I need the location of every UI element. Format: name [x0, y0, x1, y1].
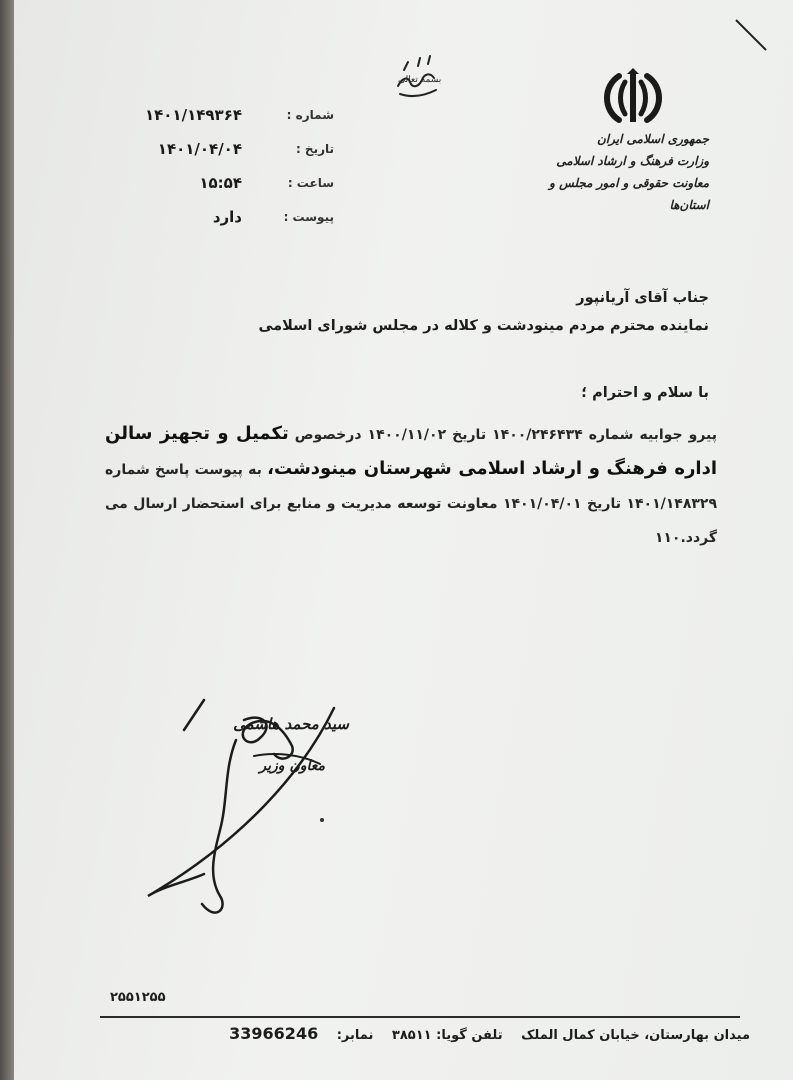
footer-contact — [190, 1024, 750, 1043]
ink-dot — [320, 818, 324, 822]
iran-emblem-icon — [597, 68, 669, 128]
meta-number — [114, 104, 334, 138]
letter-body — [105, 417, 717, 555]
document-code: ۲۵۵۱۲۵۵ — [110, 990, 166, 1005]
signatory-name: سید محمد هاشمی — [233, 715, 349, 733]
footer-phone: تلفن گویا: ۳۸۵۱۱ — [391, 1028, 503, 1043]
attachment-value: دارد — [212, 208, 242, 226]
date-label: تاریخ : — [295, 142, 334, 156]
meta-time — [114, 172, 334, 206]
letter-page — [14, 0, 793, 1080]
letter-meta — [114, 104, 334, 240]
attachment-label: پیوست : — [283, 210, 334, 224]
addressee-name: جناب آقای آریانپور — [576, 290, 709, 306]
number-label: شماره : — [286, 108, 334, 122]
body-subject: تکمیل و تجهیز سالن اداره فرهنگ و ارشاد اسلامی شهرستان مینودشت، — [105, 423, 718, 479]
corner-pen-mark — [732, 16, 772, 56]
footer-address: میدان بهارستان، خیابان کمال الملک — [521, 1028, 750, 1043]
meta-attachment — [114, 206, 334, 240]
footer-divider — [100, 1016, 740, 1018]
body-conclusion: به پیوست پاسخ شماره ۱۴۰۱/۱۴۸۳۲۹ تاریخ ۱۴۰۱/۰۴/۰۱ معاونت توسعه مدیریت و منابع برای استحضار ارسال می گردد.۱۱۰ — [105, 462, 717, 546]
date-value: ۱۴۰۱/۰۴/۰۴ — [157, 140, 242, 158]
page-edge-shadow — [0, 0, 14, 1080]
signatory-title: معاون وزیر — [259, 758, 325, 774]
body-intro: پیرو جوابیه شماره ۱۴۰۰/۲۴۶۴۳۴ تاریخ ۱۴۰۰/۱۱/۰۲ درخصوص — [294, 427, 717, 443]
meta-date — [114, 138, 334, 172]
handwritten-signature — [124, 660, 354, 930]
number-value: ۱۴۰۱/۱۴۹۳۶۴ — [144, 106, 242, 124]
addressee-block — [149, 284, 709, 340]
ministry-line: جمهوری اسلامی ایران — [596, 132, 709, 146]
basmala-calligraphy — [392, 52, 442, 104]
footer-fax-label: نمابر: — [336, 1028, 374, 1043]
ministry-line: وزارت فرهنگ و ارشاد اسلامی — [556, 154, 709, 168]
svg-text:بسمه تعالی: بسمه تعالی — [398, 75, 442, 85]
greeting: با سلام و احترام ؛ — [581, 385, 709, 401]
addressee-role: نماینده محترم مردم مینودشت و کلاله در مجلس شورای اسلامی — [258, 318, 709, 334]
ministry-line: معاونت حقوقی و امور مجلس و استان‌ها — [549, 176, 709, 212]
time-label: ساعت : — [287, 176, 334, 190]
ministry-heading — [539, 128, 709, 216]
footer-fax-number: 33966246 — [229, 1024, 319, 1043]
time-value: ۱۵:۵۴ — [199, 174, 242, 192]
